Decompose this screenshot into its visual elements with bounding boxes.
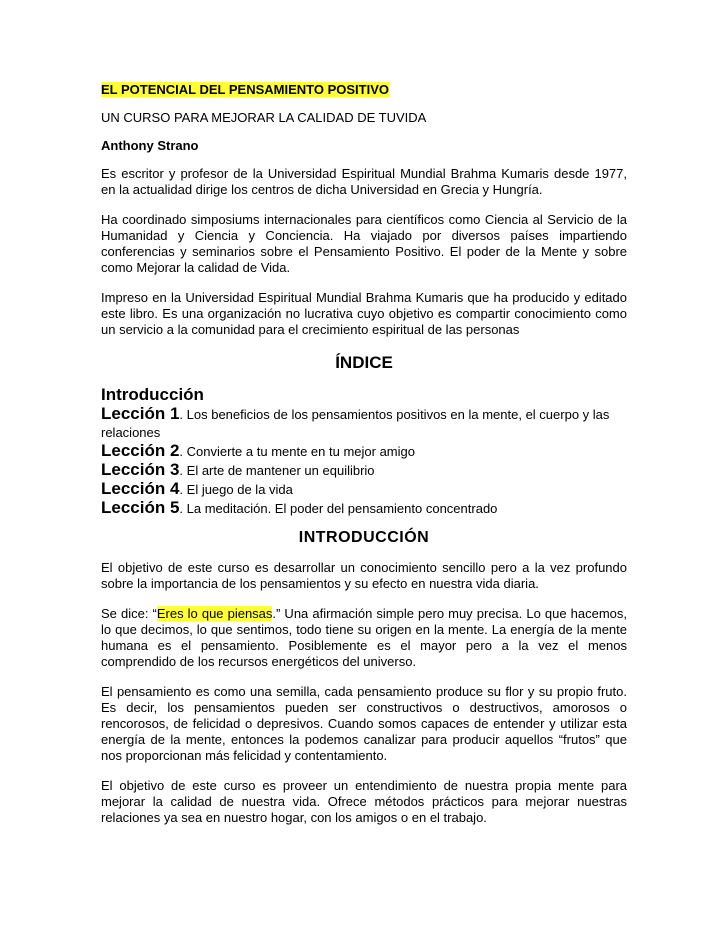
toc-lesson-5-text: . La meditación. El poder del pensamiento concentrado [179,501,498,516]
quote-highlight: Eres lo que piensas [156,606,273,621]
document-title-text: EL POTENCIAL DEL PENSAMIENTO POSITIVO [101,82,389,97]
intro-paragraph-1: El objetivo de este curso es desarrollar un conocimiento sencillo pero a la vez profundo sobre la importancia de los pensamientos y su efecto en nuestra vida diaria. [101,560,627,591]
intro-p2-rest: .” Una afirmación simple pero muy precisa. Lo que hacemos, lo que decimos, lo que sentimos, todo tiene su origen en la mente. La energía de la mente humana es el pensamiento. Posiblemente es el mayor pero a la vez el menos comprendido de los recursos energéticos del universo. [101,606,628,669]
toc-lesson-2-number: Lección 2 [101,441,180,460]
toc-lesson-1-text: . Los beneficios de los pensamientos positivos en la mente, el cuerpo y las relaciones [101,407,610,440]
toc-lesson-5 [101,499,627,518]
toc-lesson-4 [101,480,627,499]
document-subtitle: UN CURSO PARA MEJORAR LA CALIDAD DE TUVIDA [101,110,427,125]
intro-paragraph-3: El pensamiento es como una semilla, cada pensamiento produce su flor y su propio fruto. Es decir, los pensamientos pueden ser constructivos o destructivos, amorosos o rencorosos, de felicidad o depresivos. Cuando somos capaces de entender y utilizar esta energía de la mente, entonces la podemos canalizar para producir aquellos “frutos” que nos proporcionan más felicidad y contentamiento. [101,684,627,763]
bio-paragraph-1: Es escritor y profesor de la Universidad Espiritual Mundial Brahma Kumaris desde 1977, en la actualidad dirige los centros de dicha Universidad en Grecia y Hungría. [101,166,627,197]
toc-lesson-4-number: Lección 4 [101,479,180,498]
toc-lesson-4-text: . El juego de la vida [179,482,293,497]
toc-lesson-2-text: . Convierte a tu mente en tu mejor amigo [179,444,415,459]
toc-lesson-3-text: . El arte de mantener un equilibrio [179,463,375,478]
toc-lesson-3 [101,461,627,480]
printed-note: Impreso en la Universidad Espiritual Mundial Brahma Kumaris que ha producido y editado este libro. Es una organización no lucrativa cuyo objetivo es compartir conocimiento como un servicio a la comunidad para el crecimiento espiritual de las personas [101,290,627,337]
toc-lesson-1-number: Lección 1 [101,404,180,423]
table-of-contents [101,384,627,518]
intro-paragraph-2 [101,606,627,670]
toc-lesson-5-number: Lección 5 [101,498,180,517]
intro-p2-prefix: Se dice: “ [101,606,157,621]
toc-lesson-3-number: Lección 3 [101,460,180,479]
toc-lesson-1 [101,405,627,442]
toc-lesson-2 [101,442,627,461]
author-name: Anthony Strano [101,138,199,153]
index-heading: ÍNDICE [335,353,393,372]
toc-introduction: Introducción [101,385,204,404]
bio-paragraph-2: Ha coordinado simposiums internacionales para científicos como Ciencia al Servicio de la Humanidad y Ciencia y Conciencia. Ha viajado por diversos países impartiendo conferencias y seminarios sobre el Pensamiento Positivo. El poder de la Mente y sobre como Mejorar la calidad de Vida. [101,212,627,275]
introduction-heading: INTRODUCCIÓN [298,529,430,546]
document-page [101,82,627,840]
document-title [101,82,627,98]
intro-paragraph-4: El objetivo de este curso es proveer un entendimiento de nuestra propia mente para mejorar la calidad de nuestra vida. Ofrece métodos prácticos para mejorar nuestras relaciones ya sea en nuestro hogar, con los amigos o en el trabajo. [101,778,627,825]
